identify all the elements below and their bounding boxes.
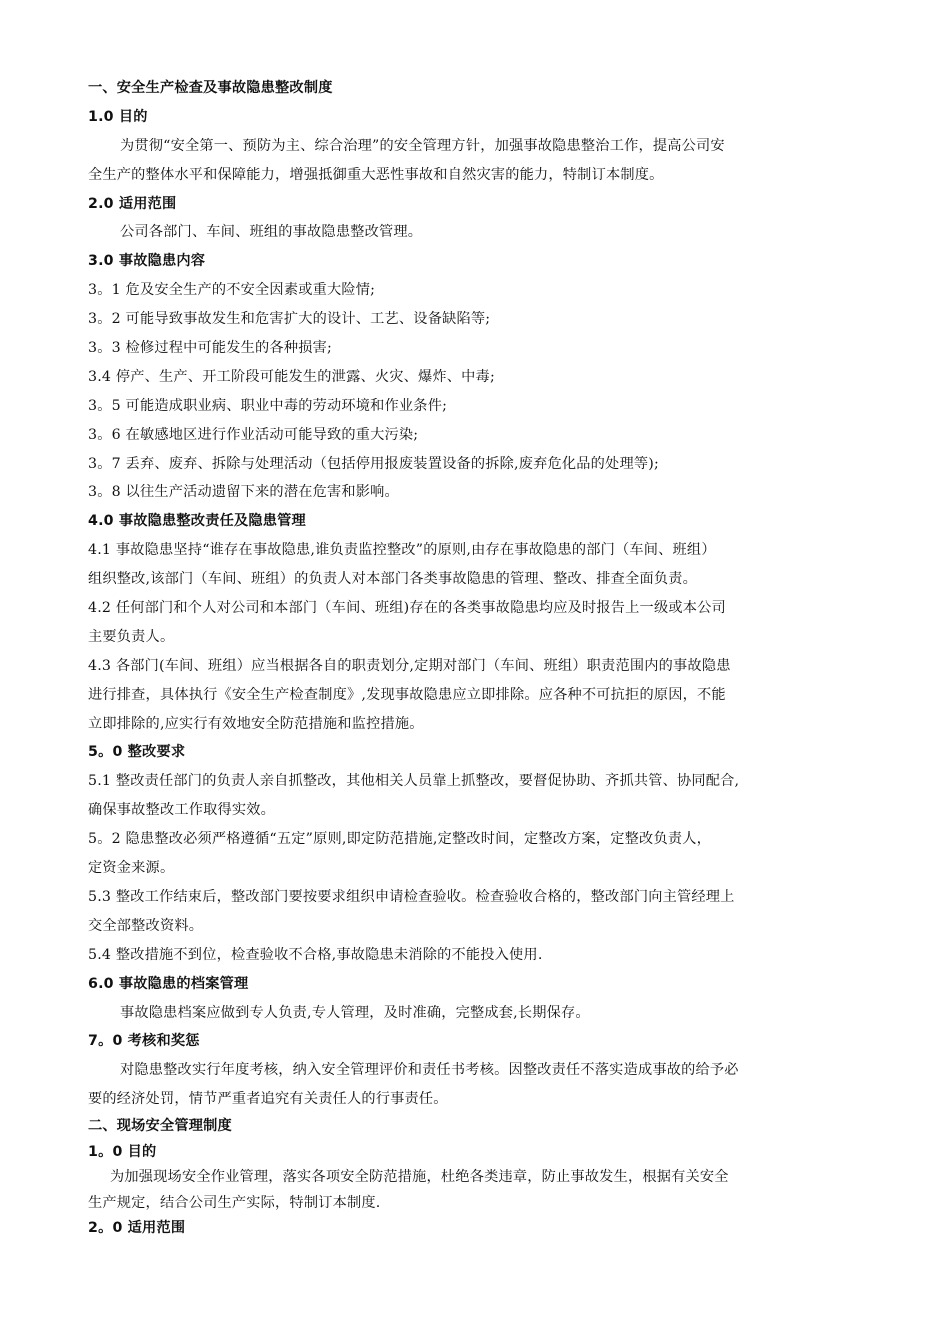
document-page bbox=[88, 74, 858, 1242]
section-heading: 6.0 事故隐患的档案管理 bbox=[88, 975, 249, 992]
paragraph-line: 立即排除的,应实行有效地安全防范措施和监控措施。 bbox=[88, 715, 424, 732]
list-item: 3.4 停产、生产、开工阶段可能发生的泄露、火灾、爆炸、中毒; bbox=[88, 368, 495, 385]
paragraph-line: 5.4 整改措施不到位，检查验收不合格,事故隐患未消除的不能投入使用. bbox=[88, 946, 543, 963]
section-heading: 1.0 目的 bbox=[88, 108, 148, 125]
section-heading: 4.0 事故隐患整改责任及隐患管理 bbox=[88, 513, 306, 530]
section-heading: 7。0 考核和奖惩 bbox=[88, 1033, 200, 1050]
paragraph-line: 组织整改,该部门（车间、班组）的负责人对本部门各类事故隐患的管理、整改、排查全面负责。 bbox=[88, 571, 697, 588]
section-two bbox=[88, 1114, 858, 1242]
paragraph-line: 5.1 整改责任部门的负责人亲自抓整改，其他相关人员靠上抓整改，要督促协助、齐抓共管、协同配合, bbox=[88, 773, 740, 790]
list-item: 3。2 可能导致事故发生和危害扩大的设计、工艺、设备缺陷等; bbox=[88, 311, 491, 328]
list-item: 3。1 危及安全生产的不安全因素或重大险情; bbox=[88, 282, 376, 299]
list-item: 3。6 在敏感地区进行作业活动可能导致的重大污染; bbox=[88, 426, 419, 443]
paragraph-line: 4.2 任何部门和个人对公司和本部门（车间、班组)存在的各类事故隐患均应及时报告上一级或本公司 bbox=[88, 600, 726, 617]
list-item: 3。8 以往生产活动遗留下来的潜在危害和影响。 bbox=[88, 484, 399, 501]
paragraph-line: 对隐患整改实行年度考核，纳入安全管理评价和责任书考核。因整改责任不落实造成事故的给予必 bbox=[120, 1062, 739, 1079]
paragraph-line: 为贯彻“安全第一、预防为主、综合治理”的安全管理方针，加强事故隐患整治工作，提高公司安 bbox=[120, 137, 725, 154]
paragraph-line: 事故隐患档案应做到专人负责,专人管理，及时准确，完整成套,长期保存。 bbox=[120, 1004, 590, 1021]
section-heading: 2。0 适用范围 bbox=[88, 1220, 186, 1237]
list-item: 3。5 可能造成职业病、职业中毒的劳动环境和作业条件; bbox=[88, 397, 448, 414]
section-title: 二、现场安全管理制度 bbox=[88, 1118, 232, 1135]
paragraph-line: 4.1 事故隐患坚持“谁存在事故隐患,谁负责监控整改”的原则,由存在事故隐患的部门（车间、班组） bbox=[88, 542, 716, 559]
list-item: 3。7 丢弃、废弃、拆除与处理活动（包括停用报废装置设备的拆除,废弃危化品的处理等); bbox=[88, 455, 659, 472]
paragraph-line: 生产规定，结合公司生产实际，特制订本制度. bbox=[88, 1194, 381, 1211]
paragraph-line: 全生产的整体水平和保障能力，增强抵御重大恶性事故和自然灾害的能力，特制订本制度。 bbox=[88, 166, 664, 183]
section-heading: 2.0 适用范围 bbox=[88, 195, 177, 212]
paragraph-line: 进行排查，具体执行《安全生产检查制度》,发现事故隐患应立即排除。应各种不可抗拒的原因，不能 bbox=[88, 686, 726, 703]
paragraph-line: 交全部整改资料。 bbox=[88, 917, 204, 934]
section-heading: 1。0 目的 bbox=[88, 1143, 157, 1160]
paragraph-line: 主要负责人。 bbox=[88, 628, 175, 645]
paragraph-line: 5。2 隐患整改必须严格遵循“五定”原则,即定防范措施,定整改时间，定整改方案，定整改负责人， bbox=[88, 831, 711, 848]
paragraph-line: 4.3 各部门(车间、班组）应当根据各自的职责划分,定期对部门（车间、班组）职责范围内的事故隐患 bbox=[88, 657, 731, 674]
paragraph-line: 确保事故整改工作取得实效。 bbox=[88, 802, 276, 819]
paragraph-line: 5.3 整改工作结束后，整改部门要按要求组织申请检查验收。检查验收合格的，整改部门向主管经理上 bbox=[88, 888, 735, 905]
paragraph-line: 公司各部门、车间、班组的事故隐患整改管理。 bbox=[120, 224, 423, 241]
section-heading: 5。0 整改要求 bbox=[88, 744, 186, 761]
paragraph-line: 要的经济处罚，情节严重者追究有关责任人的行事责任。 bbox=[88, 1091, 448, 1108]
list-item: 3。3 检修过程中可能发生的各种损害; bbox=[88, 340, 332, 357]
section-heading: 3.0 事故隐患内容 bbox=[88, 253, 206, 270]
paragraph-line: 为加强现场安全作业管理，落实各项安全防范措施，杜绝各类违章，防止事故发生，根据有关安全 bbox=[110, 1169, 729, 1186]
section-title: 一、安全生产检查及事故隐患整改制度 bbox=[88, 80, 333, 96]
paragraph-line: 定资金来源。 bbox=[88, 860, 175, 877]
